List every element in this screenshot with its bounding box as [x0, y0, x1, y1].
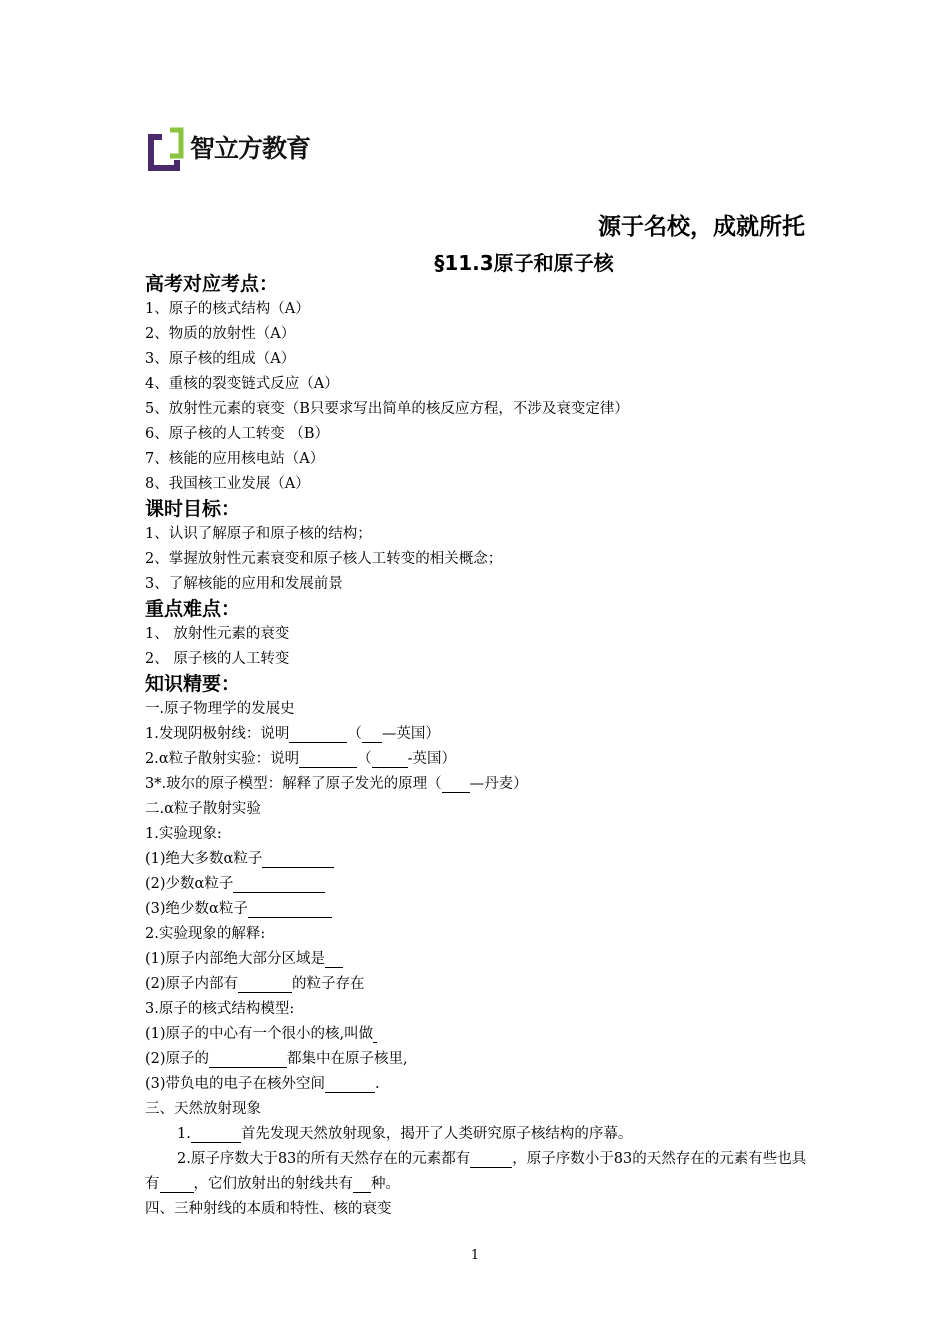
- list-item: 2.实验现象的解释:: [145, 926, 266, 942]
- list-item: 2、掌握放射性元素衰变和原子核人工转变的相关概念；: [145, 551, 503, 567]
- subsection-title: 一.原子物理学的发展史: [145, 701, 295, 717]
- list-item: 5、放射性元素的衰变（B只要求写出简单的核反应方程，不涉及衰变定律）: [145, 401, 629, 417]
- list-item: 3、了解核能的应用和发展前景: [145, 576, 343, 592]
- fill-line: 1. 首先发现天然放射现象，揭开了人类研究原子核结构的序幕。: [177, 1126, 633, 1142]
- slogan: 源于名校，成就所托: [598, 214, 805, 240]
- logo: [146, 127, 336, 175]
- page-number: 1: [470, 1248, 480, 1263]
- fill-line: (3)带负电的电子在核外空间 .: [145, 1076, 380, 1092]
- subsection-title: 三、天然放射现象: [145, 1101, 261, 1117]
- logo-text: 智立方教育: [190, 134, 311, 163]
- list-item: 1、认识了解原子和原子核的结构；: [145, 526, 372, 542]
- fill-line: (2)原子的 都集中在原子核里,: [145, 1051, 408, 1067]
- fill-line: (1)原子内部绝大部分区域是: [145, 947, 810, 972]
- fill-line: (1)原子的中心有一个很小的核,叫做: [145, 1022, 810, 1047]
- section-heading: 知识精要：: [145, 673, 241, 695]
- document-body: [145, 272, 810, 1222]
- subsection-title: 二.α粒子散射实验: [145, 801, 261, 817]
- fill-line: 1.发现阴极射线：说明 （ —英国）: [145, 726, 440, 742]
- list-item: 2、 原子核的人工转变: [145, 651, 290, 667]
- fill-paragraph: 2.原子序数大于83的所有天然存在的元素都有 ，原子序数小于83的天然存在的元素有些也具有 ，它们放射出的射线共有 种。: [145, 1151, 807, 1192]
- list-item: 6、原子核的人工转变 （B）: [145, 426, 329, 442]
- section-heading: 课时目标：: [145, 498, 241, 520]
- list-item: 1.实验现象:: [145, 826, 222, 842]
- fill-line: (2)少数α粒子: [145, 872, 810, 897]
- logo-mark-icon: [146, 127, 186, 173]
- fill-line: 2.α粒子散射实验：说明 （ -英国）: [145, 751, 457, 767]
- section-heading: 高考对应考点：: [145, 273, 279, 295]
- page-title: §11.3原子和原子核: [434, 251, 614, 275]
- list-item: 1、原子的核式结构（A）: [145, 301, 310, 317]
- subsection-title: 四、三种射线的本质和特性、核的衰变: [145, 1201, 392, 1217]
- list-item: 8、我国核工业发展（A）: [145, 476, 310, 492]
- fill-line: (2)原子内部有 的粒子存在: [145, 976, 365, 992]
- fill-line: 3*.玻尔的原子模型：解释了原子发光的原理（ —丹麦）: [145, 776, 528, 792]
- list-item: 1、 放射性元素的衰变: [145, 626, 290, 642]
- list-item: 4、重核的裂变链式反应（A）: [145, 376, 339, 392]
- fill-line: (3)绝少数α粒子: [145, 897, 810, 922]
- list-item: 3.原子的核式结构模型:: [145, 1001, 295, 1017]
- fill-line: (1)绝大多数α粒子: [145, 847, 810, 872]
- list-item: 3、原子核的组成（A）: [145, 351, 296, 367]
- list-item: 2、物质的放射性（A）: [145, 326, 296, 342]
- section-heading: 重点难点：: [145, 598, 241, 620]
- list-item: 7、核能的应用核电站（A）: [145, 451, 325, 467]
